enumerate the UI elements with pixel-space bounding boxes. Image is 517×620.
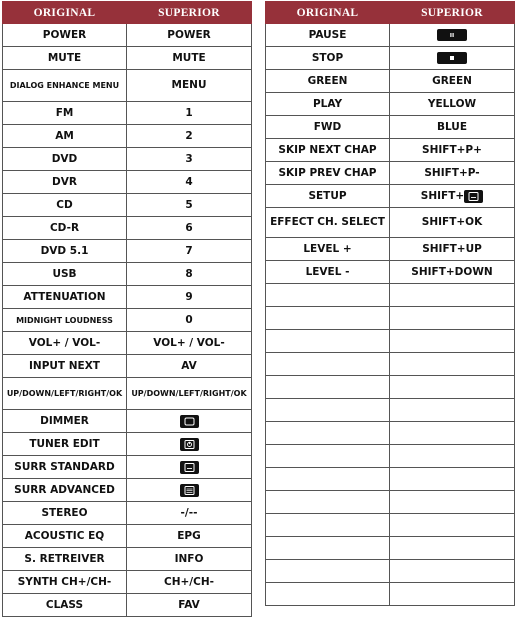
superior-cell: VOL+ / VOL- <box>127 332 252 355</box>
original-cell: SYNTH CH+/CH- <box>3 571 127 594</box>
superior-cell: FAV <box>127 594 252 617</box>
pause-icon <box>437 29 467 41</box>
superior-cell: BLUE <box>390 116 515 139</box>
original-cell: DVD <box>3 148 127 171</box>
superior-cell: 4 <box>127 171 252 194</box>
empty-cell <box>266 353 390 376</box>
superior-cell <box>390 47 515 70</box>
original-cell: DIMMER <box>3 410 127 433</box>
original-cell: DVR <box>3 171 127 194</box>
empty-cell <box>266 583 390 606</box>
original-cell: SETUP <box>266 185 390 208</box>
superior-cell <box>127 479 252 502</box>
table-row <box>266 70 515 93</box>
table-row <box>3 332 252 355</box>
empty-cell <box>390 491 515 514</box>
table-row <box>266 238 515 261</box>
mapping-table-right <box>265 1 515 606</box>
empty-cell <box>266 284 390 307</box>
superior-cell: SHIFT+DOWN <box>390 261 515 284</box>
empty-table-row <box>266 422 515 445</box>
superior-cell <box>127 456 252 479</box>
empty-cell <box>266 330 390 353</box>
empty-cell <box>266 376 390 399</box>
table-row <box>3 24 252 47</box>
superior-cell: 1 <box>127 102 252 125</box>
table-row <box>3 217 252 240</box>
empty-cell <box>266 468 390 491</box>
empty-table-row <box>266 284 515 307</box>
header-superior: SUPERIOR <box>390 2 515 24</box>
table-row <box>266 208 515 238</box>
superior-cell: SHIFT+P- <box>390 162 515 185</box>
empty-cell <box>266 560 390 583</box>
table-row <box>266 93 515 116</box>
empty-table-row <box>266 468 515 491</box>
table-row <box>266 24 515 47</box>
tv-square-icon <box>180 415 199 428</box>
original-cell: SURR STANDARD <box>3 456 127 479</box>
empty-table-row <box>266 560 515 583</box>
original-cell: LEVEL + <box>266 238 390 261</box>
superior-cell: 9 <box>127 286 252 309</box>
original-cell: INPUT NEXT <box>3 355 127 378</box>
superior-cell <box>390 24 515 47</box>
empty-cell <box>266 307 390 330</box>
mapping-table-left <box>2 1 252 617</box>
table-row <box>3 355 252 378</box>
table-row <box>3 410 252 433</box>
original-cell: CLASS <box>3 594 127 617</box>
table-row <box>3 240 252 263</box>
empty-cell <box>390 330 515 353</box>
shift-label: SHIFT+ <box>420 190 465 202</box>
superior-cell: GREEN <box>390 70 515 93</box>
table-row <box>3 194 252 217</box>
original-cell: UP/DOWN/LEFT/RIGHT/OK <box>3 378 127 410</box>
table-row <box>3 456 252 479</box>
superior-cell: 5 <box>127 194 252 217</box>
superior-cell: 0 <box>127 309 252 332</box>
header-original: ORIGINAL <box>266 2 390 24</box>
screen-text-icon <box>464 190 483 203</box>
table-row <box>3 70 252 102</box>
empty-cell <box>266 422 390 445</box>
original-cell: USB <box>3 263 127 286</box>
original-cell: LEVEL - <box>266 261 390 284</box>
superior-cell <box>127 410 252 433</box>
original-cell: EFFECT CH. SELECT <box>266 208 390 238</box>
original-cell: MUTE <box>3 47 127 70</box>
empty-cell <box>266 491 390 514</box>
superior-cell: 8 <box>127 263 252 286</box>
table-row <box>3 309 252 332</box>
screen-text-icon <box>180 461 199 474</box>
grid-keypad-icon <box>180 484 199 497</box>
superior-cell: 6 <box>127 217 252 240</box>
original-cell: FWD <box>266 116 390 139</box>
superior-cell: YELLOW <box>390 93 515 116</box>
superior-cell: 2 <box>127 125 252 148</box>
power-circle-icon <box>180 438 199 451</box>
table-row <box>266 261 515 284</box>
empty-table-row <box>266 491 515 514</box>
original-cell: TUNER EDIT <box>3 433 127 456</box>
table-row <box>3 102 252 125</box>
superior-cell <box>390 185 515 208</box>
empty-table-row <box>266 399 515 422</box>
table-row <box>266 162 515 185</box>
superior-cell <box>127 433 252 456</box>
empty-cell <box>266 514 390 537</box>
table-row <box>266 139 515 162</box>
table-header-row <box>3 2 252 24</box>
original-cell: VOL+ / VOL- <box>3 332 127 355</box>
empty-cell <box>390 353 515 376</box>
original-cell: ACOUSTIC EQ <box>3 525 127 548</box>
original-cell: GREEN <box>266 70 390 93</box>
header-original: ORIGINAL <box>3 2 127 24</box>
original-cell: DIALOG ENHANCE MENU <box>3 70 127 102</box>
empty-table-row <box>266 537 515 560</box>
empty-table-row <box>266 353 515 376</box>
table-row <box>3 148 252 171</box>
original-cell: SKIP PREV CHAP <box>266 162 390 185</box>
original-cell: FM <box>3 102 127 125</box>
table-row <box>3 594 252 617</box>
original-cell: MIDNIGHT LOUDNESS <box>3 309 127 332</box>
empty-cell <box>390 284 515 307</box>
original-cell: CD <box>3 194 127 217</box>
empty-cell <box>390 560 515 583</box>
table-row <box>3 263 252 286</box>
table-row <box>3 548 252 571</box>
empty-table-row <box>266 376 515 399</box>
empty-table-row <box>266 583 515 606</box>
empty-cell <box>390 514 515 537</box>
superior-cell: SHIFT+P+ <box>390 139 515 162</box>
empty-table-row <box>266 445 515 468</box>
superior-cell: POWER <box>127 24 252 47</box>
empty-cell <box>390 422 515 445</box>
original-cell: PAUSE <box>266 24 390 47</box>
empty-cell <box>266 445 390 468</box>
empty-cell <box>390 376 515 399</box>
superior-cell: SHIFT+UP <box>390 238 515 261</box>
empty-cell <box>390 399 515 422</box>
empty-cell <box>266 399 390 422</box>
original-cell: STEREO <box>3 502 127 525</box>
superior-cell: -/-- <box>127 502 252 525</box>
original-cell: PLAY <box>266 93 390 116</box>
stop-icon <box>437 52 467 64</box>
header-superior: SUPERIOR <box>127 2 252 24</box>
superior-cell: AV <box>127 355 252 378</box>
table-row <box>266 116 515 139</box>
table-row <box>3 571 252 594</box>
table-row <box>266 185 515 208</box>
table-row <box>3 171 252 194</box>
empty-table-row <box>266 307 515 330</box>
table-row <box>3 525 252 548</box>
original-cell: STOP <box>266 47 390 70</box>
original-cell: ATTENUATION <box>3 286 127 309</box>
superior-cell: EPG <box>127 525 252 548</box>
table-row <box>3 125 252 148</box>
table-row <box>3 378 252 410</box>
original-cell: SURR ADVANCED <box>3 479 127 502</box>
superior-cell: UP/DOWN/LEFT/RIGHT/OK <box>127 378 252 410</box>
table-row <box>3 502 252 525</box>
table-row <box>3 286 252 309</box>
original-cell: DVD 5.1 <box>3 240 127 263</box>
superior-cell: MENU <box>127 70 252 102</box>
superior-cell: 7 <box>127 240 252 263</box>
empty-cell <box>390 583 515 606</box>
original-cell: AM <box>3 125 127 148</box>
empty-cell <box>266 537 390 560</box>
original-cell: SKIP NEXT CHAP <box>266 139 390 162</box>
table-header-row <box>266 2 515 24</box>
original-cell: S. RETREIVER <box>3 548 127 571</box>
table-row <box>3 479 252 502</box>
empty-table-row <box>266 330 515 353</box>
superior-cell: CH+/CH- <box>127 571 252 594</box>
empty-cell <box>390 307 515 330</box>
empty-cell <box>390 537 515 560</box>
table-row <box>3 433 252 456</box>
table-row <box>266 47 515 70</box>
empty-cell <box>390 445 515 468</box>
original-cell: CD-R <box>3 217 127 240</box>
superior-cell: 3 <box>127 148 252 171</box>
superior-cell: MUTE <box>127 47 252 70</box>
original-cell: POWER <box>3 24 127 47</box>
table-row <box>3 47 252 70</box>
empty-cell <box>390 468 515 491</box>
superior-cell: INFO <box>127 548 252 571</box>
superior-cell: SHIFT+OK <box>390 208 515 238</box>
empty-table-row <box>266 514 515 537</box>
